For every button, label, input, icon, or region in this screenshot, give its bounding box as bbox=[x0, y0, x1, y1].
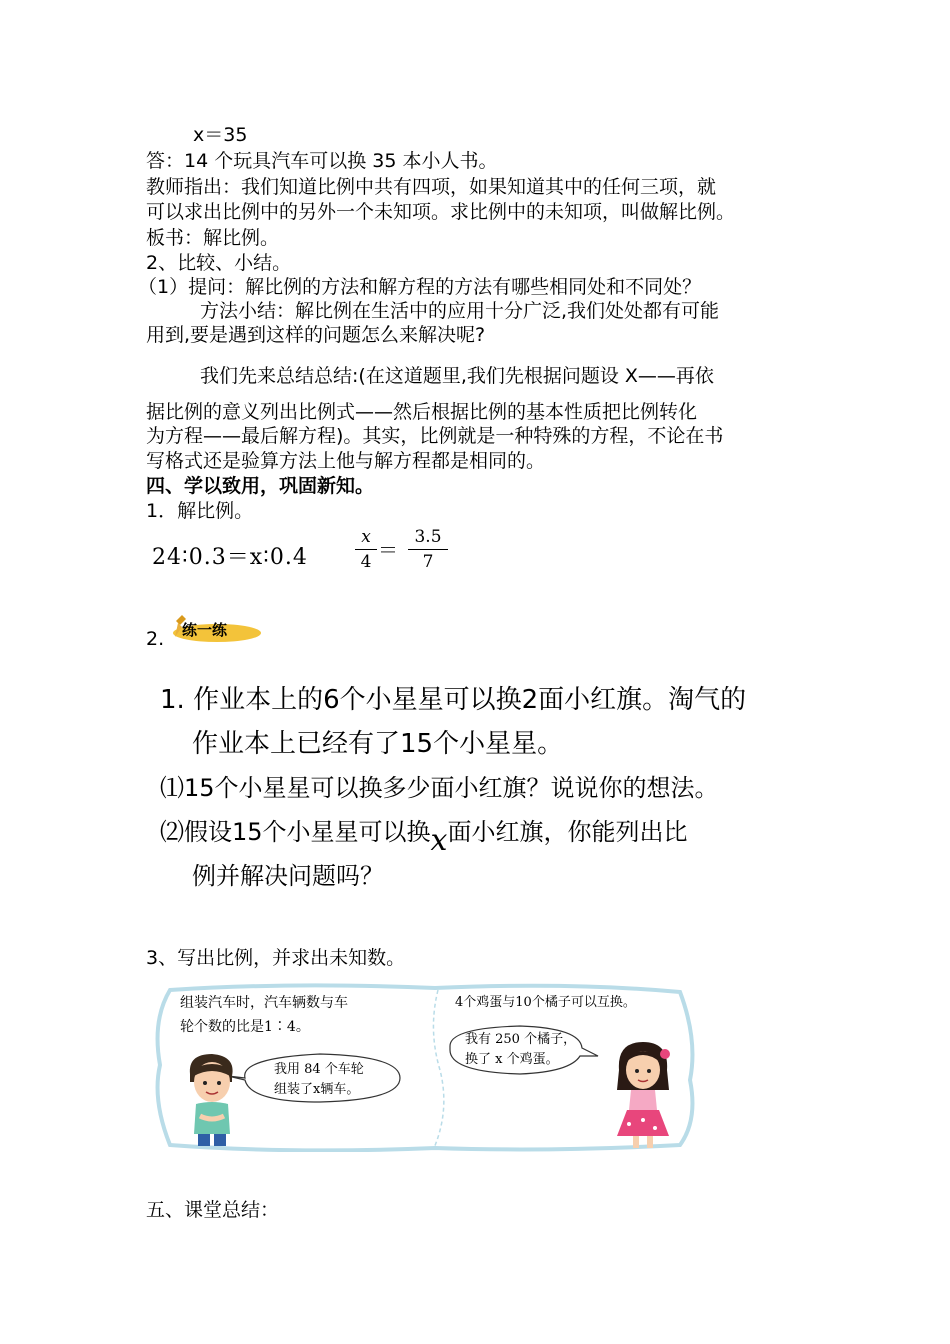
panel-right-text-1: 4个鸡蛋与10个橘子可以互换。 bbox=[455, 995, 636, 1010]
practice-line-1: 1. 作业本上的6个小星星可以换2面小红旗。淘气的 bbox=[160, 685, 747, 715]
panel-left-text-2: 轮个数的比是1∶4。 bbox=[180, 1019, 310, 1035]
line-answer: 答：14 个玩具汽车可以换 35 本小人书。 bbox=[146, 150, 498, 172]
fraction-bar bbox=[408, 549, 448, 550]
practice-line-3: ⑴15个小星星可以换多少面小红旗？说说你的想法。 bbox=[160, 774, 719, 802]
practice-line-4b: 面小红旗，你能列出比 bbox=[447, 818, 688, 846]
fraction-right-denominator: 7 bbox=[422, 552, 434, 572]
fraction-right bbox=[408, 527, 448, 572]
line-steps-1: 我们先来总结总结:(在这道题里,我们先根据问题设 X——再依 bbox=[200, 365, 714, 387]
practice-line-4a: ⑵假设15个小星星可以换 bbox=[160, 818, 431, 846]
line-question: （1）提问：解比例的方法和解方程的方法有哪些相同处和不同处？ bbox=[138, 276, 702, 298]
section-heading-4: 四、学以致用，巩固新知。 bbox=[146, 475, 375, 497]
practice-variable-x: x bbox=[430, 823, 448, 858]
ratio-equation: 24∶0.3＝x∶0.4 bbox=[152, 545, 308, 570]
practice-badge-label: 练一练 bbox=[182, 621, 228, 639]
line-x-equals: x＝35 bbox=[193, 124, 248, 146]
fraction-bar bbox=[355, 549, 377, 550]
line-steps-4: 写格式还是验算方法上他与解方程都是相同的。 bbox=[146, 450, 546, 472]
fraction-equals: ＝ bbox=[378, 538, 398, 562]
exercise-2-label: 2. bbox=[146, 628, 165, 650]
fraction-left-denominator: 4 bbox=[360, 552, 372, 572]
panel-left-text-1: 组装汽车时，汽车辆数与车 bbox=[180, 995, 348, 1011]
exercise-3-label: 3、写出比例，并求出未知数。 bbox=[146, 947, 406, 969]
panel-left-bubble-1: 我用 84 个车轮 bbox=[274, 1062, 364, 1077]
line-summary-1: 方法小结：解比例在生活中的应用十分广泛,我们处处都有可能 bbox=[200, 300, 720, 322]
line-steps-3: 为方程——最后解方程)。其实，比例就是一种特殊的方程，不论在书 bbox=[146, 425, 724, 447]
practice-badge bbox=[172, 613, 262, 643]
practice-line-4 bbox=[160, 815, 688, 858]
panel-right-bubble-1: 我有 250 个橘子， bbox=[465, 1032, 577, 1047]
exercise-1-label: 1．解比例。 bbox=[146, 500, 254, 522]
line-teacher-2: 可以求出比例中的另外一个未知项。求比例中的未知项，叫做解比例。 bbox=[146, 201, 736, 223]
fraction-left bbox=[355, 527, 377, 572]
section-heading-5: 五、课堂总结： bbox=[146, 1199, 280, 1221]
panel-right-bubble-2: 换了 x 个鸡蛋。 bbox=[465, 1052, 559, 1067]
girl-icon bbox=[613, 1040, 673, 1150]
fraction-left-numerator: x bbox=[361, 527, 371, 547]
line-board: 板书：解比例。 bbox=[146, 227, 280, 249]
practice-line-5: 例并解决问题吗？ bbox=[192, 862, 384, 890]
practice-line-2: 作业本上已经有了15个小星星。 bbox=[192, 729, 564, 759]
line-summary-2: 用到,要是遇到这样的问题怎么来解决呢? bbox=[146, 324, 486, 346]
exercise-3-panel bbox=[150, 980, 700, 1152]
line-teacher-1: 教师指出：我们知道比例中共有四项，如果知道其中的任何三项，就 bbox=[146, 176, 717, 198]
panel-left-bubble-2: 组装了x辆车。 bbox=[274, 1082, 360, 1097]
boy-icon bbox=[182, 1052, 242, 1147]
line-compare: 2、比较、小结。 bbox=[146, 252, 292, 274]
line-steps-2: 据比例的意义列出比例式——然后根据比例的基本性质把比例转化 bbox=[146, 401, 698, 423]
fraction-right-numerator: 3.5 bbox=[414, 527, 442, 547]
